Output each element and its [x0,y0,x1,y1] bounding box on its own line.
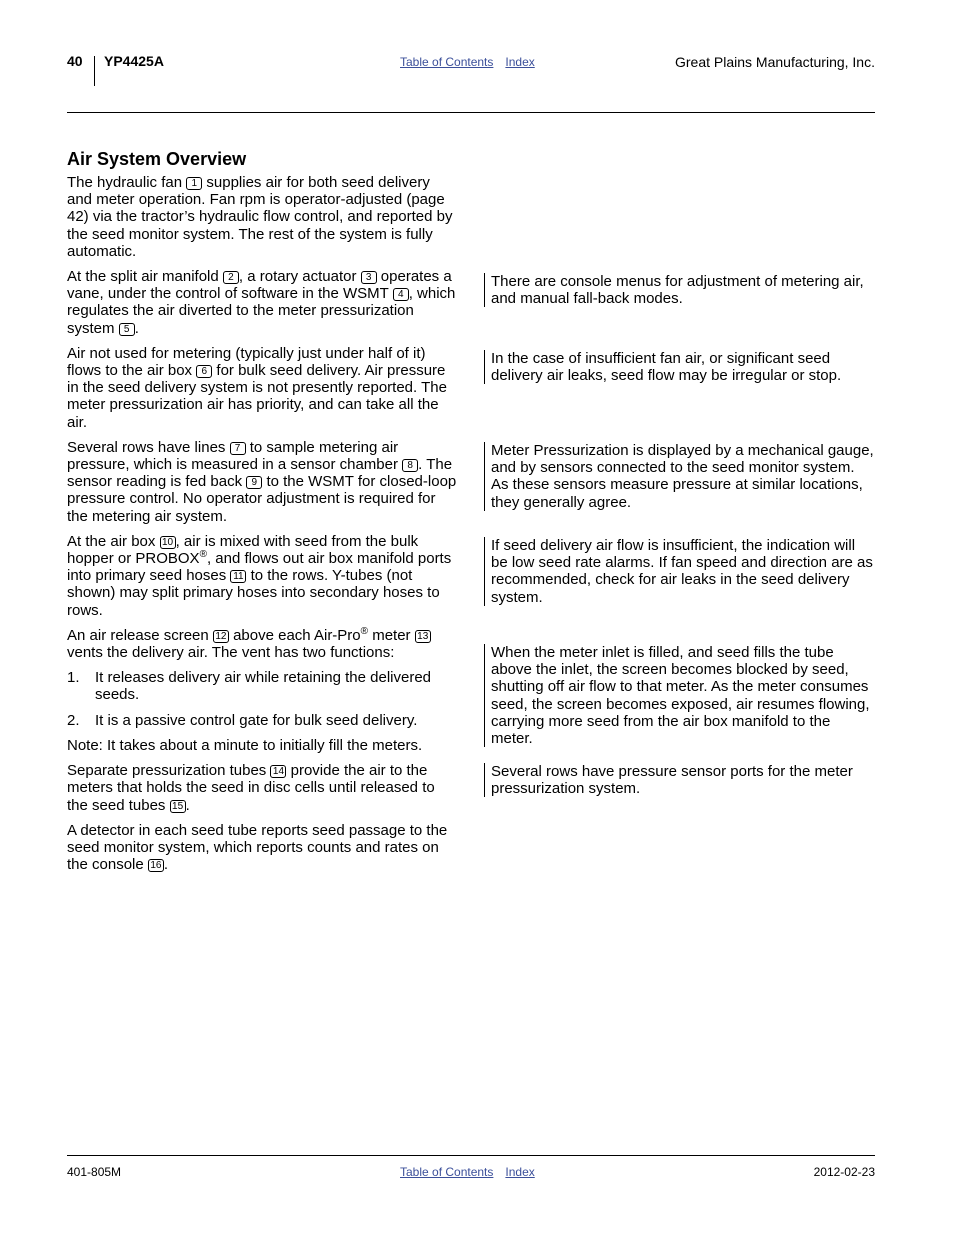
text-segment: to the rows. Y-tubes (not shown) may split primary hoses into secondary hoses to rows. [67,567,440,619]
text-segment: At the split air manifold [67,268,223,286]
paragraph [67,345,459,431]
text-segment: above each Air-Pro [228,626,361,644]
text-segment: . The sensor reading is fed back [67,456,453,491]
section-title: Air System Overview [67,149,247,169]
list-text: It releases delivery air while retaining the delivered seeds. [95,669,432,704]
callout-number: 11 [230,570,246,583]
index-link[interactable]: Index [505,55,535,69]
text-segment: The hydraulic fan [67,174,187,191]
text-segment: . [163,856,169,874]
page-number: 40 [67,53,83,69]
header-divider [94,56,95,86]
text-segment: , air is mixed with seed from the bulk hopper or PROBOX [67,532,419,568]
table-of-contents-link[interactable]: Table of Contents [400,55,494,69]
side-note: There are console menus for adjustment of metering air, and manual fall-back modes. [484,273,875,307]
header-rule [67,112,875,113]
text-segment: . [134,319,139,337]
company-name: Great Plains Manufacturing, Inc. [675,54,875,70]
paragraph [67,174,459,260]
side-note: In the case of insufficient fan air, or significant seed delivery air leaks, seed flow may be irregular or stop. [484,350,875,384]
paragraph [67,627,459,661]
side-note: Several rows have pressure sensor ports for the meter pressurization system. [484,763,875,797]
text-segment: to the WSMT for closed-loop pressure control. No operator adjustment is required for the metering air system. [67,473,457,525]
footer-rule [67,1155,875,1156]
side-note: If seed delivery air flow is insufficient, the indication will be low seed rate alarms. If fan speed and direction are as recommended, check for air leaks in the seed delivery system. [484,537,875,606]
revision-date: 2012-02-23 [813,1165,875,1179]
side-note: When the meter inlet is filled, and seed fills the tube above the inlet, the screen becomes blocked by seed, shutting off air flow to that meter. As the meter consumes seed, the screen becomes exposed, air resumes flowing, carrying more seed from the air box manifold to the meter. [484,644,875,747]
paragraph [67,439,459,525]
list-item [67,669,459,703]
table-of-contents-link[interactable]: Table of Contents [400,1165,494,1179]
callout-number: 2 [223,271,239,284]
callout-number: 6 [196,365,212,378]
callout-number: 4 [393,288,409,301]
text-segment: Separate pressurization tubes [67,762,271,780]
text-segment: operates a vane, under the control of software in the WSMT [67,268,452,303]
paragraph [67,533,459,619]
callout-number: 16 [148,859,164,872]
header-links [400,55,535,69]
text-segment: for bulk seed delivery. Air pressure in the seed delivery system is not presently reported. The meter pressurization air has priority, and can take all the air. [67,362,447,431]
footer-links [400,1165,535,1179]
side-note: Meter Pressurization is displayed by a mechanical gauge, and by sensors connected to the seed monitor system. As these sensors measure pressure at similar locations, they generally agree. [484,442,875,511]
text-segment: to sample metering air pressure, which is measured in a sensor chamber [67,438,403,474]
callout-number: 8 [402,459,418,472]
document-id: YP4425A [104,53,164,69]
text-segment: , and flows out air box manifold ports into primary seed hoses [67,550,452,585]
registered-mark: ® [199,549,207,561]
callout-number: 1 [186,177,202,190]
text-segment: An air release screen [67,626,213,644]
text-segment: meter [368,626,415,644]
text-segment: provide the air to the meters that holds the seed in disc cells until released to the seed tubes [67,762,435,814]
text-segment: At the air box [67,532,160,550]
registered-mark: ® [360,625,369,637]
callout-number: 10 [160,536,176,549]
functions-list [67,669,459,729]
text-segment: , a rotary actuator [238,268,361,286]
callout-number: 12 [213,630,229,643]
text-segment: , which regulates the air diverted to the meter pressurization system [67,285,456,337]
callout-number: 13 [415,630,431,643]
paragraph [67,822,459,874]
body-text [67,174,459,881]
index-link[interactable]: Index [505,1165,535,1179]
callout-number: 5 [119,323,135,336]
paragraph [67,762,459,814]
text-segment: Air not used for metering (typically just under half of it) flows to the air box [67,344,426,380]
text-segment: supplies air for both seed delivery and meter operation. Fan rpm is operator-adjusted (page 42) via the tractor’s hydraulic flow control, and reported by the seed monitor system. The rest of the system is fully automatic. [67,174,453,260]
list-item [67,712,459,729]
paragraph [67,268,459,337]
document-code: 401-805M [67,1165,122,1179]
callout-number: 9 [246,476,262,489]
callout-number: 7 [230,442,246,455]
text-segment: vents the delivery air. The vent has two functions: [67,644,395,662]
callout-number: 3 [361,271,377,284]
text-segment: Several rows have lines [67,438,230,456]
list-number: 2. [67,711,80,729]
callout-number: 14 [270,765,286,778]
text-segment: A detector in each seed tube reports seed passage to the seed monitor system, which reports counts and rates on the console [67,821,448,874]
note-line: Note: It takes about a minute to initially fill the meters. [67,736,423,754]
callout-number: 15 [170,800,186,813]
text-segment: . [185,796,190,814]
list-text: It is a passive control gate for bulk seed delivery. [95,711,418,729]
list-number: 1. [67,669,80,687]
